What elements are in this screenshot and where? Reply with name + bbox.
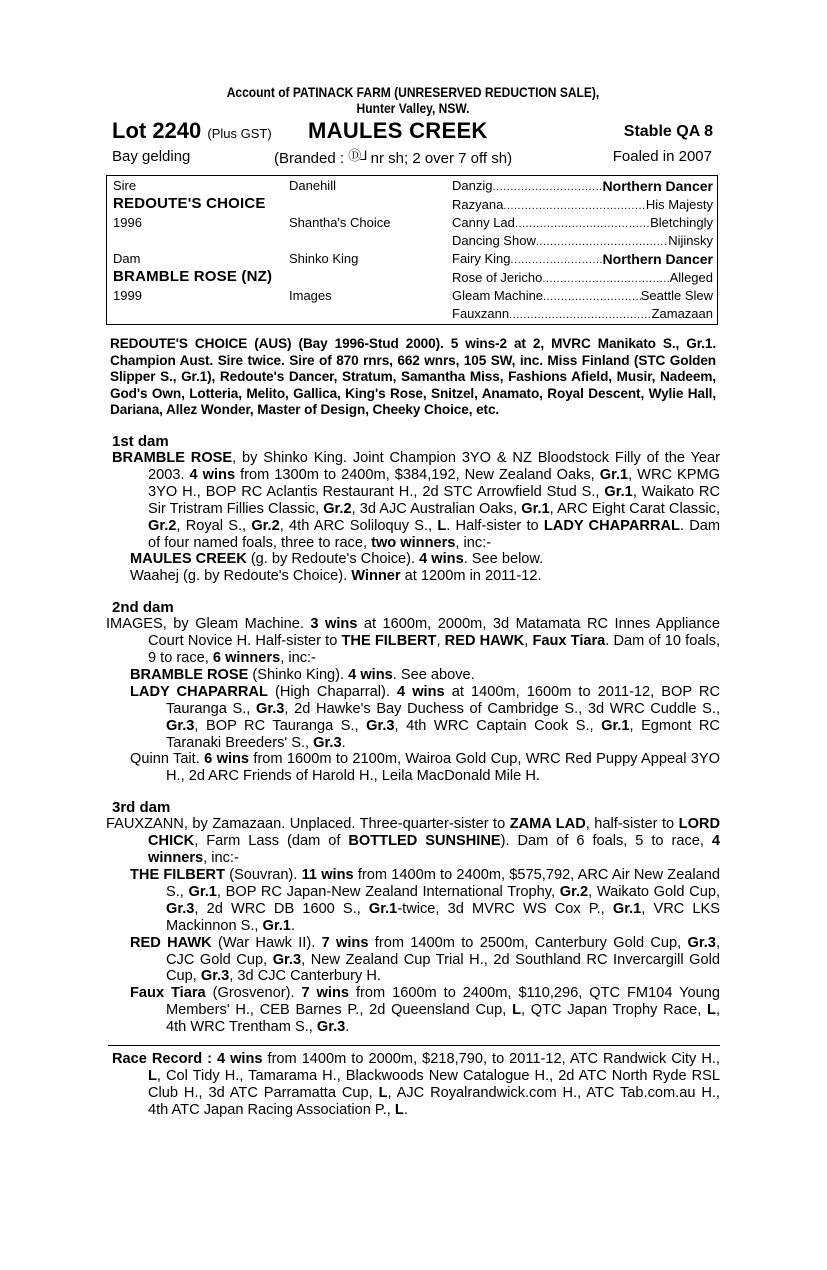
ggp-name: Danzig <box>452 178 493 193</box>
leader-dots <box>511 251 603 268</box>
horse-info <box>106 145 720 169</box>
ggp-sire: Zamazaan <box>651 306 713 321</box>
section-heading: 2nd dam <box>112 599 174 617</box>
ggp-sire: Bletchingly <box>650 215 713 230</box>
great-grandparent-row <box>452 251 713 268</box>
ggp-name: Dancing Show <box>452 233 536 248</box>
leader-dots <box>492 178 602 195</box>
ggp-sire: Alleged <box>669 270 713 285</box>
section-heading: 1st dam <box>112 432 169 450</box>
race-record: Race Record : 4 wins from 1400m to 2000m, $218,790, to 2011-12, ATC Randwick City H., L, Col Tidy H., Tamarama H., Blackwoods New Catalogue H., 2d ATC North Ryde RSL Club H., 3d ATC Parramatta Cup, L, AJC Royalrandwick.com H., ATC Tab.com.au H., 4th ATC Japan Racing Association P., L. <box>112 1051 720 1118</box>
great-grandparent-row <box>452 233 713 250</box>
sire-summary: REDOUTE'S CHOICE (AUS) (Bay 1996-Stud 2000). 5 wins-2 at 2, MVRC Manikato S., Gr.1. Champion Aust. Sire twice. Sire of 870 rnrs, 662 wnrs, 105 SW, inc. Miss Finland (STC Golden Slipper S., Gr.1), Redoute's Dancer, Stratum, Samantha Miss, Fashions Afield, Musir, Nadeem, God's Own, Lotteria, Melito, Gallica, King's Rose, Snitzel, Anamato, Royal Descent, Wylie Hall, Dariana, Allez Wonder, Master of Design, Cheeky Choice, etc. <box>110 336 716 418</box>
ggp-name: Razyana <box>452 197 504 212</box>
sire-label: Sire <box>113 178 137 193</box>
ggp-sire: Nijinsky <box>668 233 713 248</box>
leader-dots <box>509 306 651 323</box>
sire-sire: Danehill <box>289 178 336 193</box>
leader-dots <box>536 233 668 250</box>
foal-entry: Waahej (g. by Redoute's Choice). Winner at 1200m in 2011-12. <box>130 568 542 585</box>
leader-dots <box>542 270 669 287</box>
lot-number <box>112 117 272 148</box>
dam-description: BRAMBLE ROSE, by Shinko King. Joint Champion 3YO & NZ Bloodstock Filly of the Year 2003. 4 wins from 1300m to 2400m, $384,192, New Zealand Oaks, Gr.1, WRC KPMG 3YO H., BOP RC Aclantis Restaurant H., 2d STC Arrowfield Stud S., Gr.1, Waikato RC Sir Tristram Fillies Classic, Gr.2, 3d AJC Australian Oaks, Gr.1, ARC Eight Carat Classic, Gr.2, Royal S., Gr.2, 4th ARC Soliloquy S., L. Half-sister to LADY CHAPARRAL. Dam of four named foals, three to race, two winners, inc:- <box>112 449 721 551</box>
dam-name: BRAMBLE ROSE (NZ) <box>113 268 273 285</box>
foal-entry: BRAMBLE ROSE (Shinko King). 4 wins. See above. <box>130 666 475 683</box>
great-grandparent-row <box>452 178 713 195</box>
horse-sex-color: Bay gelding <box>112 148 191 165</box>
second-dam-section <box>106 599 720 785</box>
dam-description: IMAGES, by Gleam Machine. 3 wins at 1600m, 2000m, 3d Matamata RC Innes Appliance Court Novice H. Half-sister to THE FILBERT, RED HAWK, Faux Tiara. Dam of 10 foals, 9 to race, 6 winners, inc:- <box>106 616 721 667</box>
great-grandparent-row <box>452 288 713 305</box>
dam-label: Dam <box>113 251 141 266</box>
ggp-sire: Northern Dancer <box>602 251 713 267</box>
foal-entry: THE FILBERT (Souvran). 11 wins from 1400m to 2400m, $575,792, ARC Air New Zealand S., Gr.1, BOP RC Japan-New Zealand International Trophy, Gr.2, Waikato Gold Cup, Gr.3, 2d WRC DB 1600 S., Gr.1-twice, 3d MVRC WS Cox P., Gr.1, VRC LKS Mackinnon S., Gr.1. <box>130 867 721 934</box>
foaled-year: Foaled in 2007 <box>612 148 712 165</box>
foal-entry: RED HAWK (War Hawk II). 7 wins from 1400m to 2500m, Canterbury Gold Cup, Gr.3, CJC Gold Cup, Gr.3, New Zealand Cup Trial H., 2d Southland RC Invercargill Gold Cup, Gr.3, 3d CJC Canterbury H. <box>130 934 720 985</box>
leader-dots <box>503 197 646 214</box>
ggp-name: Fairy King <box>452 251 511 266</box>
ggp-name: Rose of Jericho <box>452 270 543 285</box>
brand-info <box>274 145 512 171</box>
foal-entry: MAULES CREEK (g. by Redoute's Choice). 4 wins. See below. <box>130 551 544 568</box>
account-line-2: Hunter Valley, NSW. <box>356 100 470 116</box>
brand-prefix: (Branded : <box>274 150 349 167</box>
leader-dots <box>515 215 650 232</box>
dam-year: 1999 <box>113 288 142 303</box>
lot-label: Lot 2240 <box>112 118 202 143</box>
lot-header <box>106 117 720 145</box>
vendor-account <box>149 84 677 116</box>
ggp-sire: Northern Dancer <box>602 178 713 194</box>
great-grandparent-row <box>452 197 713 214</box>
brand-mark-icon: Ⓓ⅃ <box>348 149 367 164</box>
foal-entry: LADY CHAPARRAL (High Chaparral). 4 wins at 1400m, 1600m to 2011-12, BOP RC Tauranga S., Gr.3, 2d Hawke's Bay Duchess of Cambridge S., 3d WRC Cuddle S., Gr.3, BOP RC Tauranga S., Gr.3, 4th WRC Captain Cook S., Gr.1, Egmont RC Taranaki Breeders' S., Gr.3. <box>130 683 720 751</box>
foal-entry: Faux Tiara (Grosvenor). 7 wins from 1600m to 2400m, $110,296, QTC FM104 Young Members' H., CEB Barnes P., 2d Queensland Cup, L, QTC Japan Trophy Race, L, 4th WRC Trentham S., Gr.3. <box>130 985 720 1036</box>
dam-description: FAUXZANN, by Zamazaan. Unplaced. Three-quarter-sister to ZAMA LAD, half-sister to LORD CHICK, Farm Lass (dam of BOTTLED SUNSHINE). Dam of 6 foals, 5 to race, 4 winners, inc:- <box>106 816 721 867</box>
ggp-name: Canny Lad <box>452 215 515 230</box>
section-heading: 3rd dam <box>112 799 171 817</box>
gst-note: (Plus GST) <box>207 126 272 141</box>
sire-name: REDOUTE'S CHOICE <box>113 195 266 212</box>
ggp-sire: His Majesty <box>645 197 713 212</box>
leader-dots <box>543 288 641 305</box>
catalogue-page <box>106 84 720 1119</box>
ggp-sire: Seattle Slew <box>640 288 713 303</box>
pedigree-table <box>106 175 718 325</box>
section-divider <box>108 1045 720 1046</box>
third-dam-section <box>106 799 720 1036</box>
stable-location: Stable QA 8 <box>623 123 713 140</box>
great-grandparent-row <box>452 215 713 232</box>
dam-sire: Shinko King <box>289 251 359 266</box>
ggp-name: Fauxzann <box>452 306 510 321</box>
great-grandparent-row <box>452 270 713 287</box>
foal-entry: Quinn Tait. 6 wins from 1600m to 2100m, Wairoa Gold Cup, WRC Red Puppy Appeal 3YO H., 2d ARC Friends of Harold H., Leila MacDonald Mile H. <box>130 751 721 785</box>
ggp-name: Gleam Machine <box>452 288 544 303</box>
sire-dam: Shantha's Choice <box>289 215 391 230</box>
sire-year: 1996 <box>113 215 142 230</box>
horse-name: MAULES CREEK <box>308 118 488 143</box>
great-grandparent-row <box>452 306 713 323</box>
dam-dam: Images <box>289 288 332 303</box>
account-line-1: Account of PATINACK FARM (UNRESERVED REDUCTION SALE), <box>226 84 600 100</box>
first-dam-section <box>106 433 720 585</box>
brand-suffix: nr sh; 2 over 7 off sh) <box>366 150 513 167</box>
